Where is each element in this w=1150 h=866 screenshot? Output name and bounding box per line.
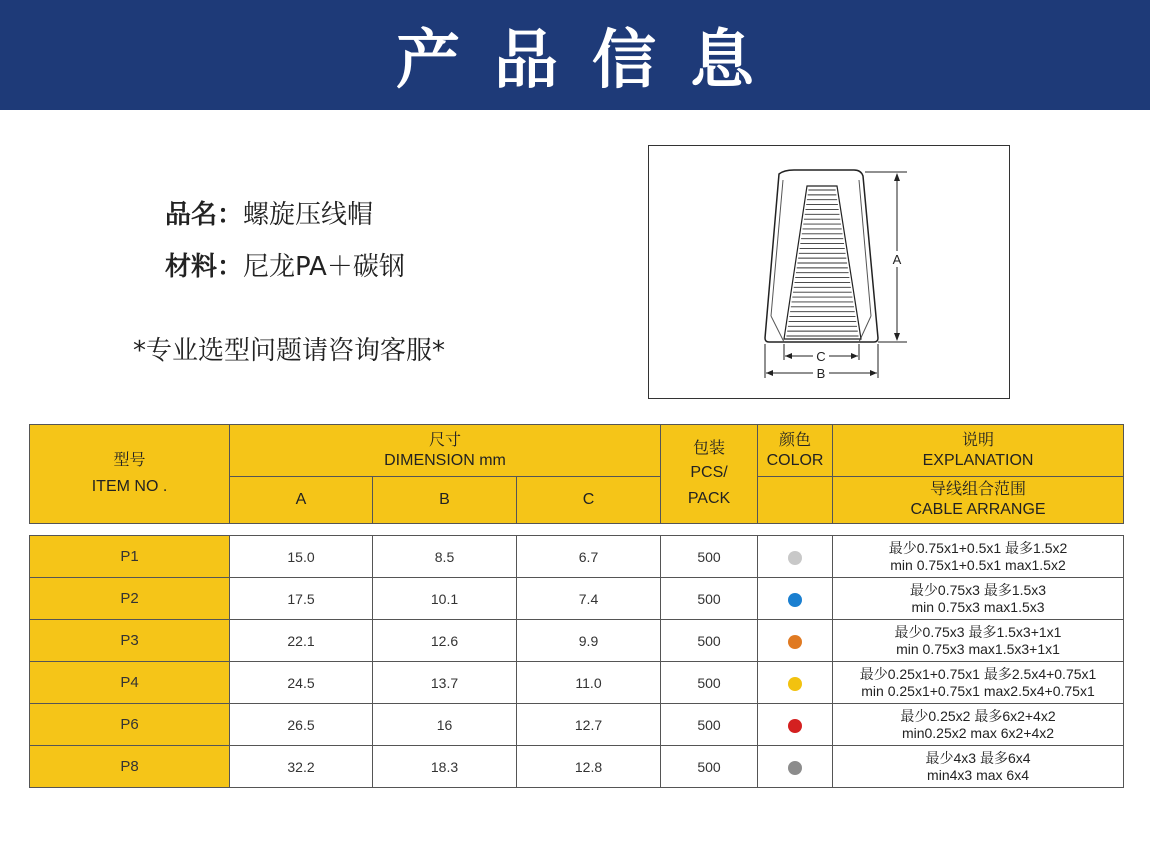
cell-pack: 500 — [661, 662, 758, 704]
cell-c: 12.7 — [517, 704, 661, 746]
explanation-en: min 0.25x1+0.75x1 max2.5x4+0.75x1 — [861, 682, 1095, 699]
header-cable-cn: 导线组合范围 — [930, 481, 1027, 498]
cell-a: 15.0 — [230, 536, 373, 578]
explanation-en: min4x3 max 6x4 — [927, 766, 1029, 783]
cell-explanation — [833, 704, 1124, 746]
cell-c: 7.4 — [517, 578, 661, 620]
header-explanation-en: EXPLANATION — [922, 451, 1034, 469]
product-name-label: 品名： — [165, 200, 244, 230]
dim-b-arrow-right — [870, 370, 877, 376]
header-explanation-cn: 说明 — [962, 431, 995, 449]
cell-pack: 500 — [661, 536, 758, 578]
wire-cap-drawing — [649, 146, 1009, 398]
cell-explanation — [833, 578, 1124, 620]
cell-color — [758, 578, 833, 620]
cell-b: 13.7 — [373, 662, 517, 704]
cell-model: P3 — [30, 620, 230, 662]
cell-model: P8 — [30, 746, 230, 788]
table-row — [30, 704, 1124, 746]
cell-color — [758, 746, 833, 788]
cell-explanation — [833, 620, 1124, 662]
color-dot — [788, 677, 802, 691]
header-color-cn: 颜色 — [779, 431, 812, 449]
header-col-b: B — [373, 477, 517, 524]
explanation-cn: 最少0.25x1+0.75x1 最多2.5x4+0.75x1 — [859, 665, 1097, 682]
product-material-label: 材料： — [165, 252, 244, 282]
cell-c: 12.8 — [517, 746, 661, 788]
spec-table — [29, 424, 1124, 788]
cell-explanation — [833, 746, 1124, 788]
color-dot — [788, 593, 802, 607]
explanation-en: min0.25x2 max 6x2+4x2 — [901, 724, 1055, 741]
product-name-line — [165, 194, 373, 231]
product-name-value: 螺旋压线帽 — [243, 200, 374, 230]
color-dot — [788, 719, 802, 733]
explanation-en: min 0.75x1+0.5x1 max1.5x2 — [890, 556, 1066, 573]
header-pack-en1: PCS/ — [690, 464, 728, 481]
explanation-en: min 0.75x3 max1.5x3+1x1 — [896, 640, 1060, 657]
dim-c-arrow-right — [851, 353, 858, 359]
cell-model: P1 — [30, 536, 230, 578]
table-header-row-1 — [30, 425, 1124, 477]
header-model-en: ITEM NO . — [91, 478, 168, 495]
cell-a: 26.5 — [230, 704, 373, 746]
header-color — [758, 425, 833, 477]
dim-b-label: B — [816, 366, 826, 381]
header-color-en: COLOR — [766, 451, 824, 469]
explanation-en: min 0.75x3 max1.5x3 — [911, 598, 1045, 615]
header-pack-en2: PACK — [687, 490, 731, 507]
explanation-cn: 最少0.25x2 最多6x2+4x2 — [900, 707, 1056, 724]
dim-a-arrow-bottom — [894, 333, 900, 341]
table-row — [30, 620, 1124, 662]
consult-notice: *专业选型问题请咨询客服* — [133, 336, 446, 366]
dim-c-label: C — [816, 349, 826, 364]
explanation-cn: 最少0.75x1+0.5x1 最多1.5x2 — [888, 539, 1068, 556]
cell-color — [758, 620, 833, 662]
header-explanation — [833, 425, 1124, 477]
cell-color — [758, 536, 833, 578]
color-dot — [788, 635, 802, 649]
cell-b: 10.1 — [373, 578, 517, 620]
cell-model: P2 — [30, 578, 230, 620]
header-pack-cn: 包装 — [693, 440, 726, 457]
cell-b: 12.6 — [373, 620, 517, 662]
cell-a: 22.1 — [230, 620, 373, 662]
header-cable — [833, 477, 1124, 524]
cell-explanation — [833, 536, 1124, 578]
color-dot — [788, 761, 802, 775]
table-gap — [30, 524, 1124, 536]
dimension-diagram — [648, 145, 1010, 399]
cell-pack: 500 — [661, 704, 758, 746]
dim-a-label: A — [892, 252, 902, 267]
header-model — [30, 425, 230, 524]
header-cable-en: CABLE ARRANGE — [910, 501, 1046, 518]
cell-pack: 500 — [661, 578, 758, 620]
cell-color — [758, 704, 833, 746]
cell-pack: 500 — [661, 620, 758, 662]
cell-pack: 500 — [661, 746, 758, 788]
explanation-cn: 最少0.75x3 最多1.5x3 — [909, 581, 1047, 598]
title-banner — [0, 0, 1150, 110]
cell-b: 18.3 — [373, 746, 517, 788]
header-col-a: A — [230, 477, 373, 524]
cell-b: 16 — [373, 704, 517, 746]
cell-explanation — [833, 662, 1124, 704]
header-dimension-cn: 尺寸 — [429, 431, 462, 449]
dim-a-arrow-top — [894, 173, 900, 181]
dim-b-arrow-left — [766, 370, 773, 376]
product-material-value: 尼龙PA＋碳钢 — [243, 252, 405, 282]
product-material-line — [165, 246, 405, 283]
cell-c: 9.9 — [517, 620, 661, 662]
cell-a: 24.5 — [230, 662, 373, 704]
cell-b: 8.5 — [373, 536, 517, 578]
cell-model: P6 — [30, 704, 230, 746]
explanation-cn: 最少0.75x3 最多1.5x3+1x1 — [894, 623, 1062, 640]
cell-c: 6.7 — [517, 536, 661, 578]
table-row — [30, 746, 1124, 788]
header-col-c: C — [517, 477, 661, 524]
header-color-blank — [758, 477, 833, 524]
explanation-cn: 最少4x3 最多6x4 — [925, 749, 1031, 766]
cell-c: 11.0 — [517, 662, 661, 704]
cell-a: 17.5 — [230, 578, 373, 620]
color-dot — [788, 551, 802, 565]
table-row — [30, 536, 1124, 578]
header-model-cn: 型号 — [113, 452, 146, 469]
table-row — [30, 662, 1124, 704]
table-row — [30, 578, 1124, 620]
cell-color — [758, 662, 833, 704]
cell-model: P4 — [30, 662, 230, 704]
header-dimension — [230, 425, 661, 477]
header-pack — [661, 425, 758, 524]
dim-c-arrow-left — [785, 353, 792, 359]
header-dimension-en: DIMENSION mm — [384, 451, 506, 469]
banner-title: 产品信息 — [396, 24, 788, 98]
cell-a: 32.2 — [230, 746, 373, 788]
